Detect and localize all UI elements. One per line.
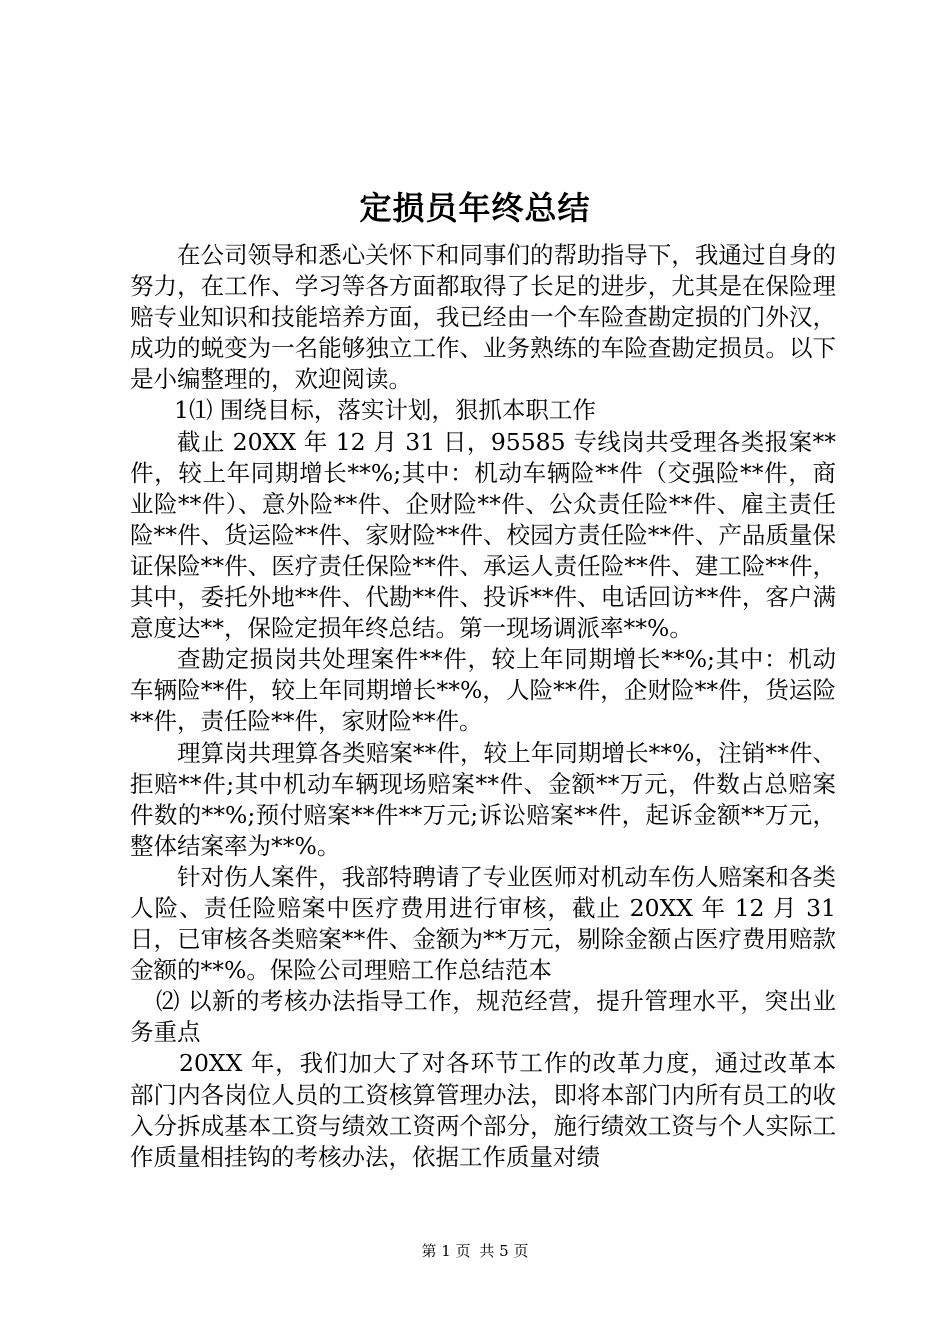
page-total: 共 5 页 — [479, 1242, 529, 1260]
page-number: 第 1 页 — [421, 1242, 471, 1260]
paragraph-reform: 20XX 年，我们加大了对各环节工作的改革力度，通过改革本部门内各岗位人员的工资核算管理办法，即将本部门内所有员工的收入分拆成基本工资与绩效工资两个部分，施行绩效工资与个人实际工作质量相挂钩的考核办法，依据工作质量对绩 — [130, 1049, 836, 1171]
paragraph-claims-adjustment: 理算岗共理算各类赔案**件，较上年同期增长**%，注销**件、拒赔**件;其中机动车辆现场赔案**件、金额**万元，件数占总赔案件数的**%;预付赔案**件**万元;诉讼赔案**件，起诉金额**万元，整体结案率为**%。 — [130, 738, 836, 860]
paragraph-injury-cases: 针对伤人案件，我部特聘请了专业医师对机动车伤人赔案和各类人险、责任险赔案中医疗费用进行审核，截止 20XX 年 12 月 31 日，已审核各类赔案**件、金额为**万元，剔除金额占医疗费用赔款金额的**%。保险公司理赔工作总结范本 — [130, 862, 836, 985]
section-heading-1: 1⑴ 围绕目标，落实计划，狠抓本职工作 — [174, 396, 596, 425]
page-footer — [0, 1240, 950, 1262]
paragraph-survey-stats: 查勘定损岗共处理案件**件，较上年同期增长**%;其中：机动车辆险**件，较上年同期增长**%，人险**件，企财险**件，货运险**件，责任险**件，家财险**件。 — [130, 645, 836, 736]
document-title: 定损员年终总结 — [359, 189, 591, 227]
document-body — [130, 240, 836, 1173]
paragraph-hotline-stats: 截止 20XX 年 12 月 31 日，95585 专线岗共受理各类报案**件，较上年同期增长**%;其中：机动车辆险**件（交强险**件，商业险**件）、意外险**件、企财险**件、公众责任险**件、雇主责任险**件、货运险**件、家财险**件、校园方责任险**件、产品质量保证保险**件、医疗责任保险**件、承运人责任险**件、建工险**件，其中，委托外地**件、代勘**件、投诉**件、电话回访**件，客户满意度达**，保险定损年终总结。第一现场调派率**%。 — [130, 427, 836, 643]
section-heading-2: ⑵ 以新的考核办法指导工作，规范经营，提升管理水平，突出业务重点 — [130, 987, 836, 1047]
paragraph-intro: 在公司领导和悉心关怀下和同事们的帮助指导下，我通过自身的努力，在工作、学习等各方面都取得了长足的进步，尤其是在保险理赔专业知识和技能培养方面，我已经由一个车险查勘定损的门外汉，成功的蜕变为一名能够独立工作、业务熟练的车险查勘定损员。以下是小编整理的，欢迎阅读。 — [130, 241, 836, 394]
